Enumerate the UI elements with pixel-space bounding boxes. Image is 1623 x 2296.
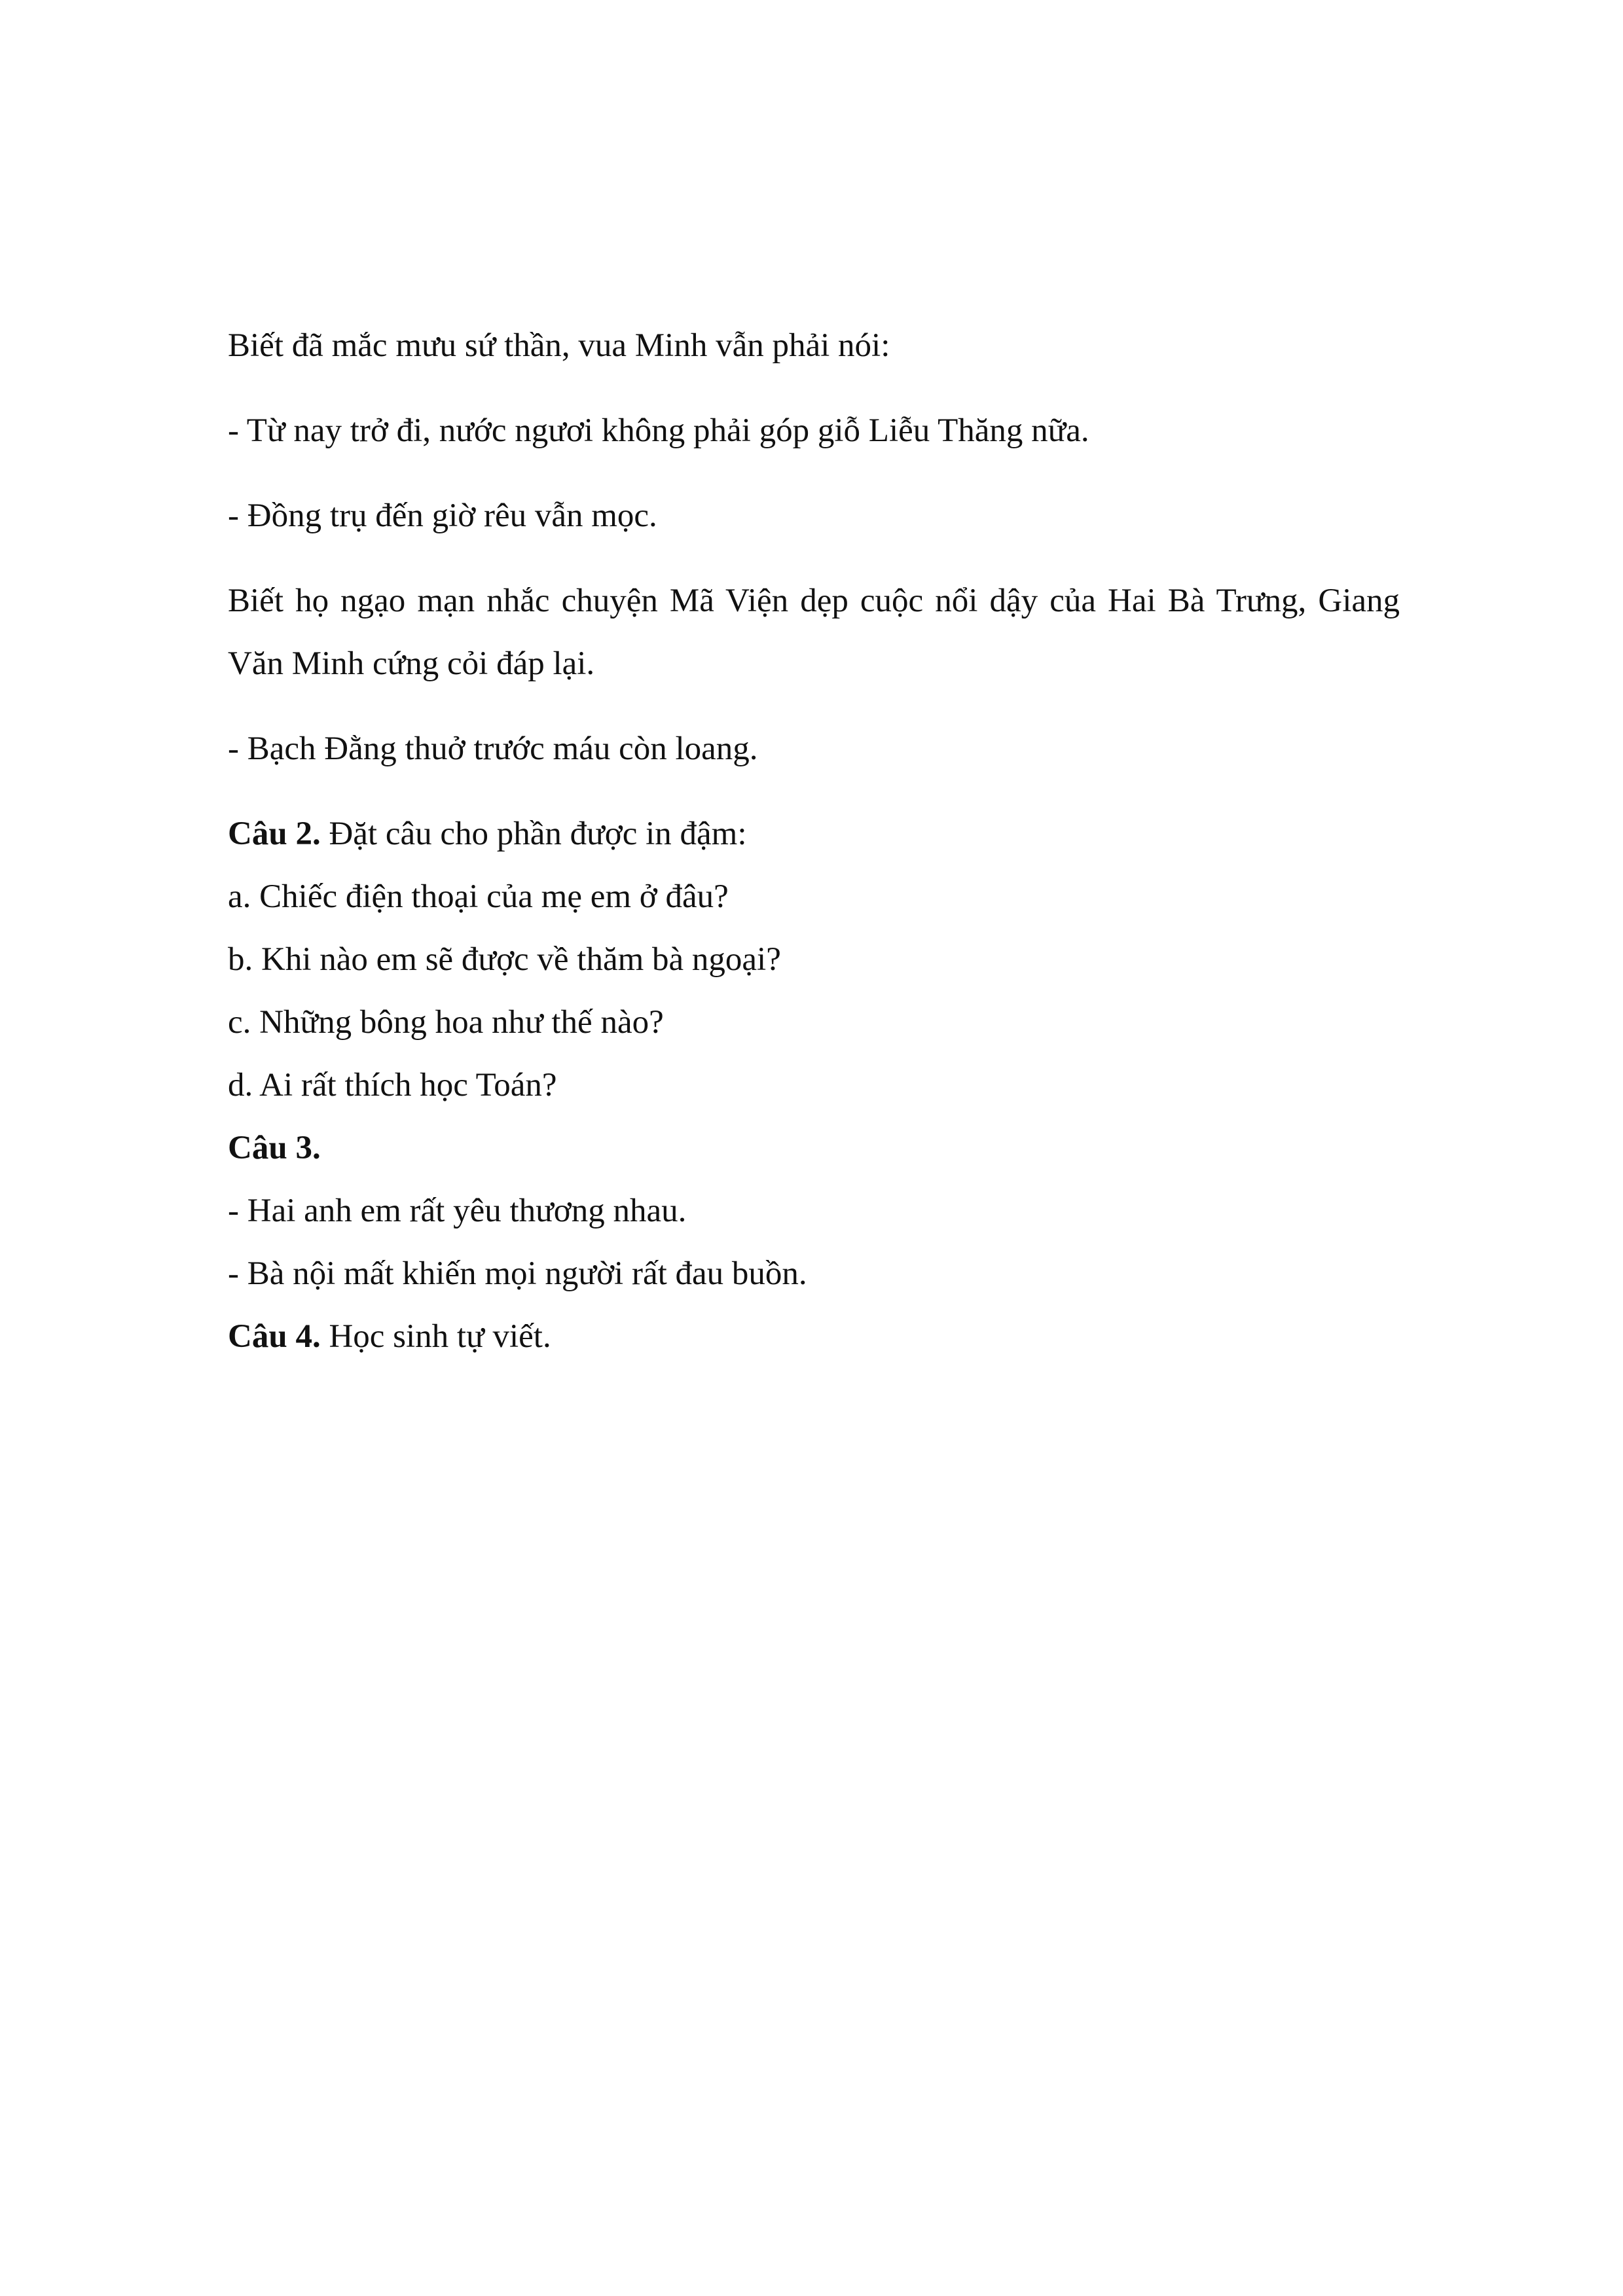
question-3-label: Câu 3. [228,1130,321,1166]
question-4-label: Câu 4. [228,1318,321,1355]
paragraph-quote-bach-dang: - Bạch Đằng thuở trước máu còn loang. [228,730,758,767]
paragraph-quote-lieu-thang: - Từ nay trở đi, nước ngươi không phải góp giỗ Liễu Thăng nữa. [228,412,1089,449]
question-3-item-b: - Bà nội mất khiến mọi người rất đau buồn. [228,1255,807,1292]
paragraph-quote-dong-tru: - Đồng trụ đến giờ rêu vẫn mọc. [228,497,657,534]
question-2-item-d: d. Ai rất thích học Toán? [228,1067,557,1103]
question-2-label: Câu 2. [228,816,321,852]
question-3-item-a: - Hai anh em rất yêu thương nhau. [228,1193,687,1229]
paragraph-intro: Biết đã mắc mưu sứ thần, vua Minh vẫn phải nói: [228,327,890,364]
question-4-text: Học sinh tự viết. [320,1318,551,1355]
document-body [228,314,1400,1368]
question-4-heading [228,1305,1400,1368]
question-2-heading [228,802,1400,865]
question-2-item-c: c. Những bông hoa như thế nào? [228,1004,664,1041]
paragraph-ma-vien: Biết họ ngạo mạn nhắc chuyện Mã Viện dẹp cuộc nổi dậy của Hai Bà Trưng, Giang Văn Minh cứng cỏi đáp lại. [228,583,1400,682]
question-2-item-a: a. Chiếc điện thoại của mẹ em ở đâu? [228,878,729,915]
question-3-heading [228,1117,1400,1179]
question-2-item-b: b. Khi nào em sẽ được về thăm bà ngoại? [228,941,781,978]
question-2-text: Đặt câu cho phần được in đậm: [320,816,747,852]
